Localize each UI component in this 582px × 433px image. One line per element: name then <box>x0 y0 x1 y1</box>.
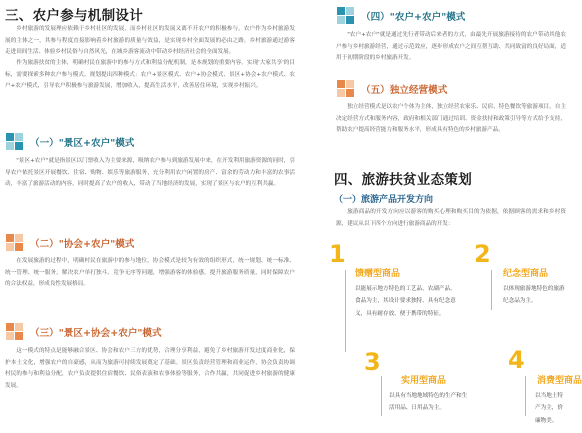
mode2-title: （二）"协会+农户"模式 <box>30 238 135 250</box>
section3-para2: 作为旅游扶贫的主体，明确村民在旅游中的参与方式和利益分配机制，是本规划的重要内容。实现'大家共享'的目标，需要探索多种农户参与模式。规划提出四种模式：农户+景区模式、农户+协会模式、景区+协会+农户模式、农户+农户模式，引导农户积极参与旅游发展，增加收入，提高生活水平，改善居住环境，实现乡村振兴。 <box>5 60 295 90</box>
product-desc: 以具有当地地域特色的生产和生活用品、日用品为主。 <box>389 393 468 412</box>
mode4-text: "农户+农户"就是通过先行者带动后来者的方式，由最先开展旅游接待的农户带动其他农户参与乡村旅游经营，通过示范效应，逐步形成农户之间互帮互助、共同致富的良好局面，适用于初期阶段的乡村旅游开发。 <box>336 32 566 62</box>
mode5-heading <box>337 80 447 97</box>
section4-intro: 旅游商品的开发方向应以游客的购买心理和购买目的为依据，依据顾客的需求和乡村资源，建议从以下四个方向进行旅游商品的开发： <box>336 209 566 227</box>
accent-line <box>491 270 492 310</box>
accent-line <box>525 376 526 416</box>
orange-square-icon <box>6 234 23 251</box>
mode4-heading <box>337 7 465 24</box>
mode2-heading <box>6 234 134 251</box>
product-number: 4 <box>508 346 525 374</box>
product-title: 实用型商品 <box>401 376 447 386</box>
section4-subtitle: （一）旅游产品开发方向 <box>334 195 434 205</box>
section-title-3: 三、农户参与机制设计 <box>5 8 143 24</box>
product-number: 1 <box>329 240 346 268</box>
section3-para1: 乡村旅游的发展理应依赖于乡村社区的发展，而乡村社区的发展又离不开农户的积极参与。农户作为乡村旅游发展的主体之一，其参与程度直接影响着乡村旅游的质量与效益，是实现乡村全面发展的必由之路。乡村旅游通过游客走进田间生活、体验乡村民俗与自然风光，在城乡游客流动中带动乡村经济社会的全面发展。 <box>5 26 295 56</box>
mode3-title: （三）"景区+协会+农户"模式 <box>30 327 162 339</box>
mode2-text: 在发展旅游的过程中，明确村民在旅游中的参与地位，协会模式是较为有效的组织形式，统一规划、统一标准、统一管理、统一服务，解决农户单打独斗、竞争无序等问题，增强游客的体验感，提升旅游服务质量，同时保障农户的合法权益，形成良性发展格局。 <box>5 258 295 288</box>
teal-square-icon <box>6 133 23 150</box>
mode1-title: （一）"景区+农户"模式 <box>30 137 135 149</box>
mode1-text: "景区+农户"就是指景区以门票收入为主要来源，吸纳农户参与到旅游发展中来，在开发利用旅游资源的同时，引导农户依托景区开展餐饮、住宿、购物、娱乐等旅游服务，充分利用农户闲置的房产、富余的劳动力和丰富的农事活动，丰富了旅游活动的内容，同时提高了农户的收入，带动了当地经济的发展，实现了景区与农户的互利共赢。 <box>5 158 295 188</box>
product-desc: 以体现旅游地特色的旅游纪念品为主。 <box>503 286 565 305</box>
mode5-text: 独立经营模式是以农户个体为主体，独立经营农家乐、民宿、特色餐饮等旅游项目，自主决定经营方式和服务内容，政府和相关部门通过培训、资金扶持和政策引导等方式给予支持，帮助农户提高经营能力和服务水平，形成具有特色的乡村旅游产品。 <box>336 104 566 134</box>
teal-square-icon <box>337 7 354 24</box>
mode3-heading <box>6 323 162 340</box>
accent-line <box>345 270 346 352</box>
product-title: 纪念型商品 <box>503 269 549 279</box>
product-title: 消费型商品 <box>537 376 582 386</box>
product-number: 2 <box>474 240 491 268</box>
product-number: 3 <box>364 348 381 376</box>
mode5-title: （五）独立经营模式 <box>361 84 448 96</box>
product-desc: 以能展示地方特色的工艺品、农副产品、食品为主，其设计要求独特、具有纪念意义，具有耐存放、便于携带的特征。 <box>355 286 456 317</box>
mode1-heading <box>6 133 134 150</box>
mode3-text: 这一模式的特点是能够融合景区、协会和农户三方的优势，合理分享利益，避免了乡村旅游开发过度商业化，保护本土文化，增强农户的自豪感，从而为旅游可持续发展奠定了基础。景区负责经营管理和商业运作，协会负责协调村民的参与和利益分配，农户负责提供住宿餐饮、民俗表演和农事体验等服务，合作共赢，共同促进乡村旅游的健康发展。 <box>5 348 295 389</box>
orange-square-icon <box>6 323 23 340</box>
product-desc: 以当地土特产为主，价廉物美。 <box>535 393 563 424</box>
accent-line <box>381 376 382 416</box>
product-title: 馈赠型商品 <box>355 269 401 279</box>
orange-square-icon <box>337 80 354 97</box>
section-title-4: 四、旅游扶贫业态策划 <box>334 172 472 188</box>
mode4-title: （四）"农户+农户"模式 <box>361 11 466 23</box>
